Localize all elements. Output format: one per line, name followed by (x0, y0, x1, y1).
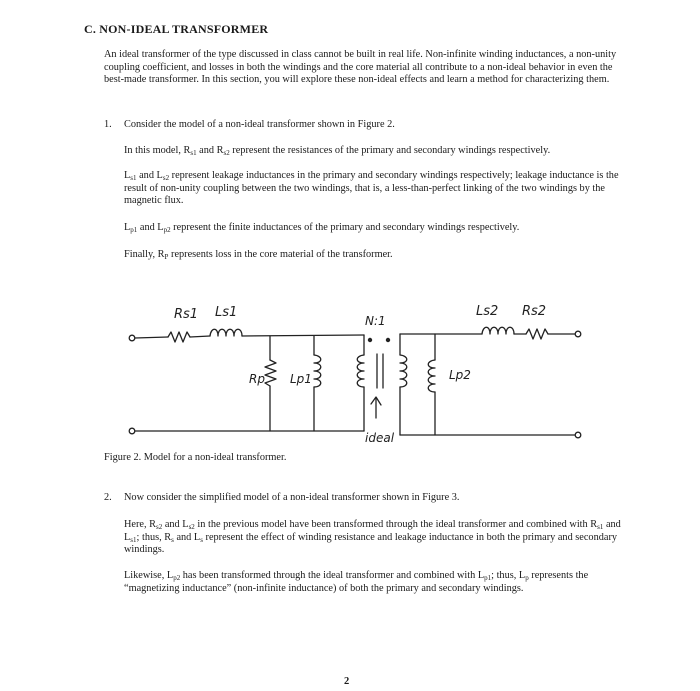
ideal-secondary-coil (400, 355, 407, 387)
rp-label: Rp (249, 372, 265, 386)
ls2-label: Ls2 (476, 304, 499, 319)
combined-model-paragraph: Here, $R_{s2}$ and $L_{s2}$ in the previous model have been transformed through the ideal transformer and combined with $R_{s1}$ and $L_{s1}$; thus, $R_s$ and $L_s$ represent the effect of winding resistance and leakage inductance in both the primary and secondary windings. (124, 519, 621, 556)
finite-inductance-paragraph: $L_{p1}$ and $L_{p2}$ represent the finite inductances of the primary and secondary windings respectively. (124, 222, 520, 234)
ideal-label: ideal (365, 431, 395, 445)
lp1-inductor (314, 355, 321, 387)
item-1-text: Consider the model of a non-ideal transformer shown in Figure 2. (124, 119, 395, 130)
magnetizing-paragraph: Likewise, $L_{p2}$ has been transformed through the ideal transformer and combined with $L_{p1}$; thus, $L_p$ represents the “magnetizing inductance” (non-infinite inductance) of both the primary and secondary windings. (124, 570, 589, 594)
ls1-inductor (210, 329, 242, 336)
lp1-label: Lp1 (290, 372, 312, 386)
primary-bottom-terminal (129, 428, 135, 434)
ls1-label: Ls1 (215, 305, 238, 320)
rs2-resistor (526, 329, 548, 339)
page-number: 2 (344, 676, 350, 687)
secondary-bottom-terminal (575, 432, 581, 438)
secondary-top-terminal (575, 331, 581, 337)
lp2-label: Lp2 (449, 368, 471, 382)
item-1-number: 1. (104, 119, 112, 130)
figure-caption: Figure 2. Model for a non-ideal transformer. (104, 452, 287, 463)
rs1-label: Rs1 (174, 307, 199, 322)
rp-resistor (265, 360, 276, 386)
lp2-inductor (428, 360, 435, 392)
item-2-text: Now consider the simplified model of a non-ideal transformer shown in Figure 3. (124, 492, 460, 503)
section-heading: C. NON-IDEAL TRANSFORMER (84, 22, 269, 36)
leakage-paragraph: $L_{s1}$ and $L_{s2}$ represent leakage inductances in the primary and secondary windings respectively; leakage inductance is the result of non-unity coupling between the two windings, that is, a less-than-perfect linking of the two windings by the magnetic flux. (124, 170, 619, 207)
polarity-dot-secondary (386, 338, 390, 342)
item-2-number: 2. (104, 492, 112, 503)
polarity-dot-primary (368, 338, 372, 342)
rs2-label: Rs2 (522, 304, 547, 319)
core-loss-paragraph: Finally, $R_P$ represents loss in the core material of the transformer. (124, 249, 393, 261)
ideal-primary-coil (357, 355, 364, 387)
turns-ratio-label: N:1 (365, 314, 386, 328)
rs1-resistor (168, 332, 190, 342)
resistance-paragraph: In this model, $R_{s1}$ and $R_{s2}$ represent the resistances of the primary and secondary windings respectively. (124, 145, 551, 157)
intro-paragraph: An ideal transformer of the type discussed in class cannot be built in real life. Non-infinite winding inductances, a non-unity coupling coefficient, and losses in both the windings and the core material all contribute to a non-ideal behavior in even the best-made transformer. In this section, you will explore these non-ideal effects and learn a method for characterizing them. (104, 49, 617, 86)
ls2-inductor (482, 327, 514, 334)
primary-top-terminal (129, 335, 135, 341)
